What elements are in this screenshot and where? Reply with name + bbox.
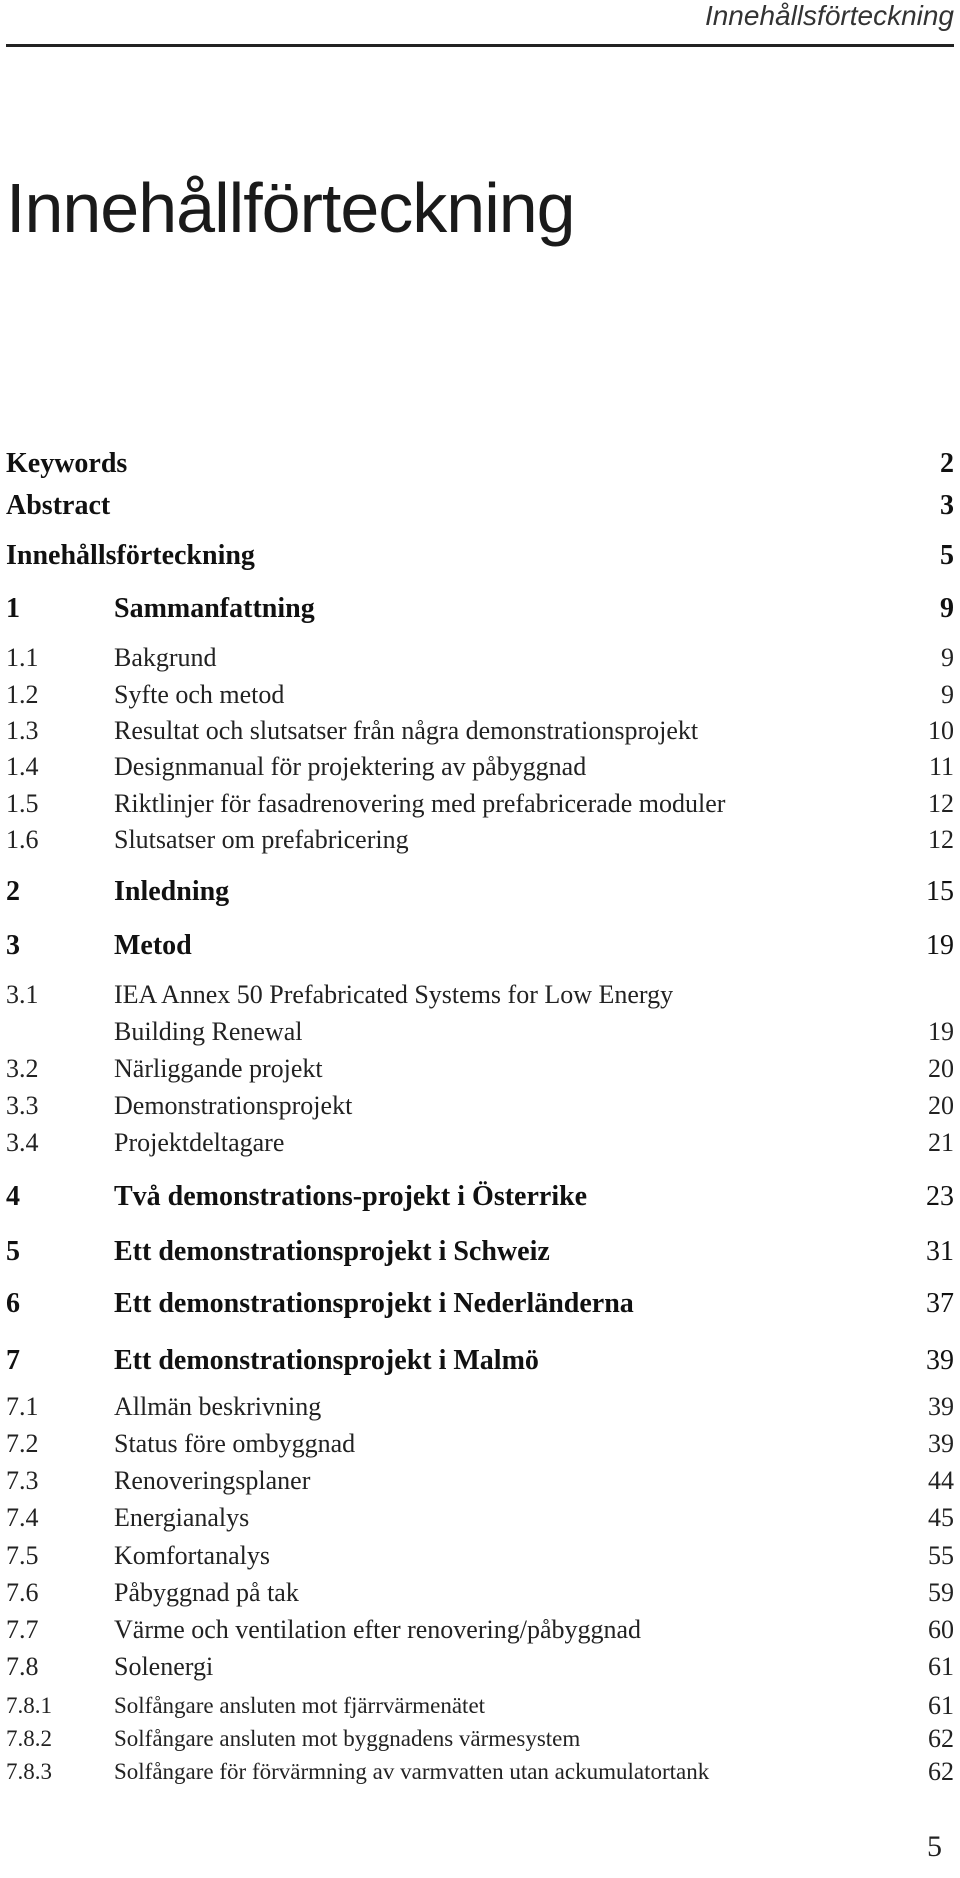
toc-entry-number: 7.5 [6, 1541, 39, 1570]
toc-entry-label: Allmän beskrivning [114, 1392, 322, 1421]
toc-entry-page: 62 [928, 1757, 954, 1786]
toc-entry-page: 31 [926, 1236, 954, 1267]
toc-entry-page: 10 [928, 716, 954, 745]
toc-entry-label: IEA Annex 50 Prefabricated Systems for Low Energy [114, 980, 674, 1009]
toc-entry-page: 21 [928, 1128, 954, 1157]
toc-entry-page: 59 [928, 1578, 954, 1607]
toc-entry-page: 23 [926, 1181, 954, 1212]
toc-entry-label: Slutsatser om prefabricering [114, 825, 409, 854]
toc-entry-page: 9 [941, 680, 954, 709]
toc-entry-label: Sammanfattning [114, 593, 315, 624]
toc-entry-number: 7.8.1 [6, 1693, 52, 1718]
toc-entry-number: 6 [6, 1288, 20, 1319]
toc-entry-number: 7.1 [6, 1392, 39, 1421]
toc-entry-label: Solfångare ansluten mot fjärrvärmenätet [114, 1693, 486, 1718]
toc-entry-number: 7.6 [6, 1578, 39, 1607]
toc-entry-label: Närliggande projekt [114, 1054, 323, 1083]
toc-entry-label: Solfångare ansluten mot byggnadens värmesystem [114, 1726, 581, 1751]
toc-entry-page: 12 [928, 825, 954, 854]
toc-entry-label: Två demonstrations-projekt i Österrike [114, 1181, 588, 1212]
toc-entry-page: 44 [928, 1466, 954, 1495]
toc-entry-number: 1.6 [6, 825, 39, 854]
toc-entry-label: Resultat och slutsatser från några demonstrationsprojekt [114, 716, 699, 745]
toc-entry-label: Ett demonstrationsprojekt i Malmö [114, 1345, 539, 1376]
toc-entry-label: Komfortanalys [114, 1541, 270, 1570]
toc-entry-page: 11 [928, 752, 954, 781]
toc-entry-number: 1.5 [6, 789, 39, 818]
toc-entry-page: 5 [940, 540, 954, 571]
toc-entry-label: Metod [114, 930, 192, 961]
toc-entry-page: 61 [928, 1691, 954, 1720]
toc-entry-number: 3.4 [6, 1128, 39, 1157]
toc-entry-page: 12 [928, 789, 954, 818]
toc-entry-page: 9 [941, 643, 954, 672]
toc-entry-label: Designmanual för projektering av påbyggnad [114, 752, 587, 781]
toc-entry-number: 7.3 [6, 1466, 39, 1495]
toc-entry-label: Keywords [6, 448, 128, 479]
toc-entry-number: 4 [6, 1181, 20, 1212]
toc-entry-number: 7 [6, 1345, 20, 1376]
toc-entry-label: Ett demonstrationsprojekt i Nederländerna [114, 1288, 634, 1319]
toc-entry-label: Projektdeltagare [114, 1128, 285, 1157]
toc-entry-number: 2 [6, 876, 20, 907]
toc-entry-page: 60 [928, 1615, 954, 1644]
toc-entry-label: Energianalys [114, 1503, 250, 1532]
toc-entry-page: 61 [928, 1652, 954, 1681]
toc-entry-page: 39 [928, 1429, 954, 1458]
toc-entry-page: 19 [926, 930, 954, 961]
toc-entry-number: 1.4 [6, 752, 39, 781]
running-header: Innehållsförteckning [704, 0, 954, 31]
toc-entry-label: Solfångare för förvärmning av varmvatten utan ackumulatortank [114, 1759, 710, 1784]
toc-entry-page: 20 [928, 1091, 954, 1120]
toc-entry-page: 39 [928, 1392, 954, 1421]
toc-entry-page: 39 [926, 1345, 954, 1376]
toc-entry-page: 20 [928, 1054, 954, 1083]
toc-entry-label: Påbyggnad på tak [114, 1578, 299, 1607]
toc-entry-number: 1.1 [6, 643, 39, 672]
toc-entry-label: Abstract [6, 490, 111, 521]
toc-entry-page: 45 [928, 1503, 954, 1532]
toc-entry-number: 7.8 [6, 1652, 39, 1681]
toc-entry-label: Status före ombyggnad [114, 1429, 356, 1458]
toc-entry-number: 7.8.2 [6, 1726, 52, 1751]
toc-entry-label: Riktlinjer för fasadrenovering med prefabricerade moduler [114, 789, 726, 818]
toc-entry-page: 55 [928, 1541, 954, 1570]
toc-entry-number: 3.3 [6, 1091, 39, 1120]
toc-entry-label: Demonstrationsprojekt [114, 1091, 353, 1120]
toc-entry-number: 1 [6, 593, 20, 624]
toc-entry-number: 3.2 [6, 1054, 39, 1083]
toc-entry-number: 1.3 [6, 716, 39, 745]
toc-entry-label: Syfte och metod [114, 680, 285, 709]
page-title: Innehållförteckning [6, 169, 575, 247]
toc-entry-label: Ett demonstrationsprojekt i Schweiz [114, 1236, 550, 1267]
toc-entry-number: 5 [6, 1236, 20, 1267]
toc-entry-number: 3.1 [6, 980, 39, 1009]
toc-entry-page: 9 [940, 593, 954, 624]
toc-entry-page: 37 [926, 1288, 954, 1319]
toc-entry-page: 19 [928, 1017, 954, 1046]
toc-entry-label: Bakgrund [114, 643, 217, 672]
page-number: 5 [927, 1830, 942, 1863]
toc-entry-page: 62 [928, 1724, 954, 1753]
toc-entry-page: 2 [940, 448, 954, 479]
toc-entry-number: 7.8.3 [6, 1759, 52, 1784]
toc-entry-label: Renoveringsplaner [114, 1466, 311, 1495]
toc-entry-number: 7.4 [6, 1503, 39, 1532]
toc-entry-number: 3 [6, 930, 20, 961]
toc-entry-label: Building Renewal [114, 1017, 303, 1046]
toc-entry-page: 3 [940, 490, 954, 521]
toc-entry-number: 1.2 [6, 680, 39, 709]
toc-entry-label: Värme och ventilation efter renovering/påbyggnad [114, 1615, 642, 1644]
toc-entry-label: Innehållsförteckning [6, 540, 255, 571]
toc-entry-number: 7.7 [6, 1615, 39, 1644]
toc-entry-page: 15 [926, 876, 954, 907]
toc-entry-number: 7.2 [6, 1429, 39, 1458]
toc-entry-label: Solenergi [114, 1652, 214, 1681]
toc-entry-label: Inledning [114, 876, 230, 907]
